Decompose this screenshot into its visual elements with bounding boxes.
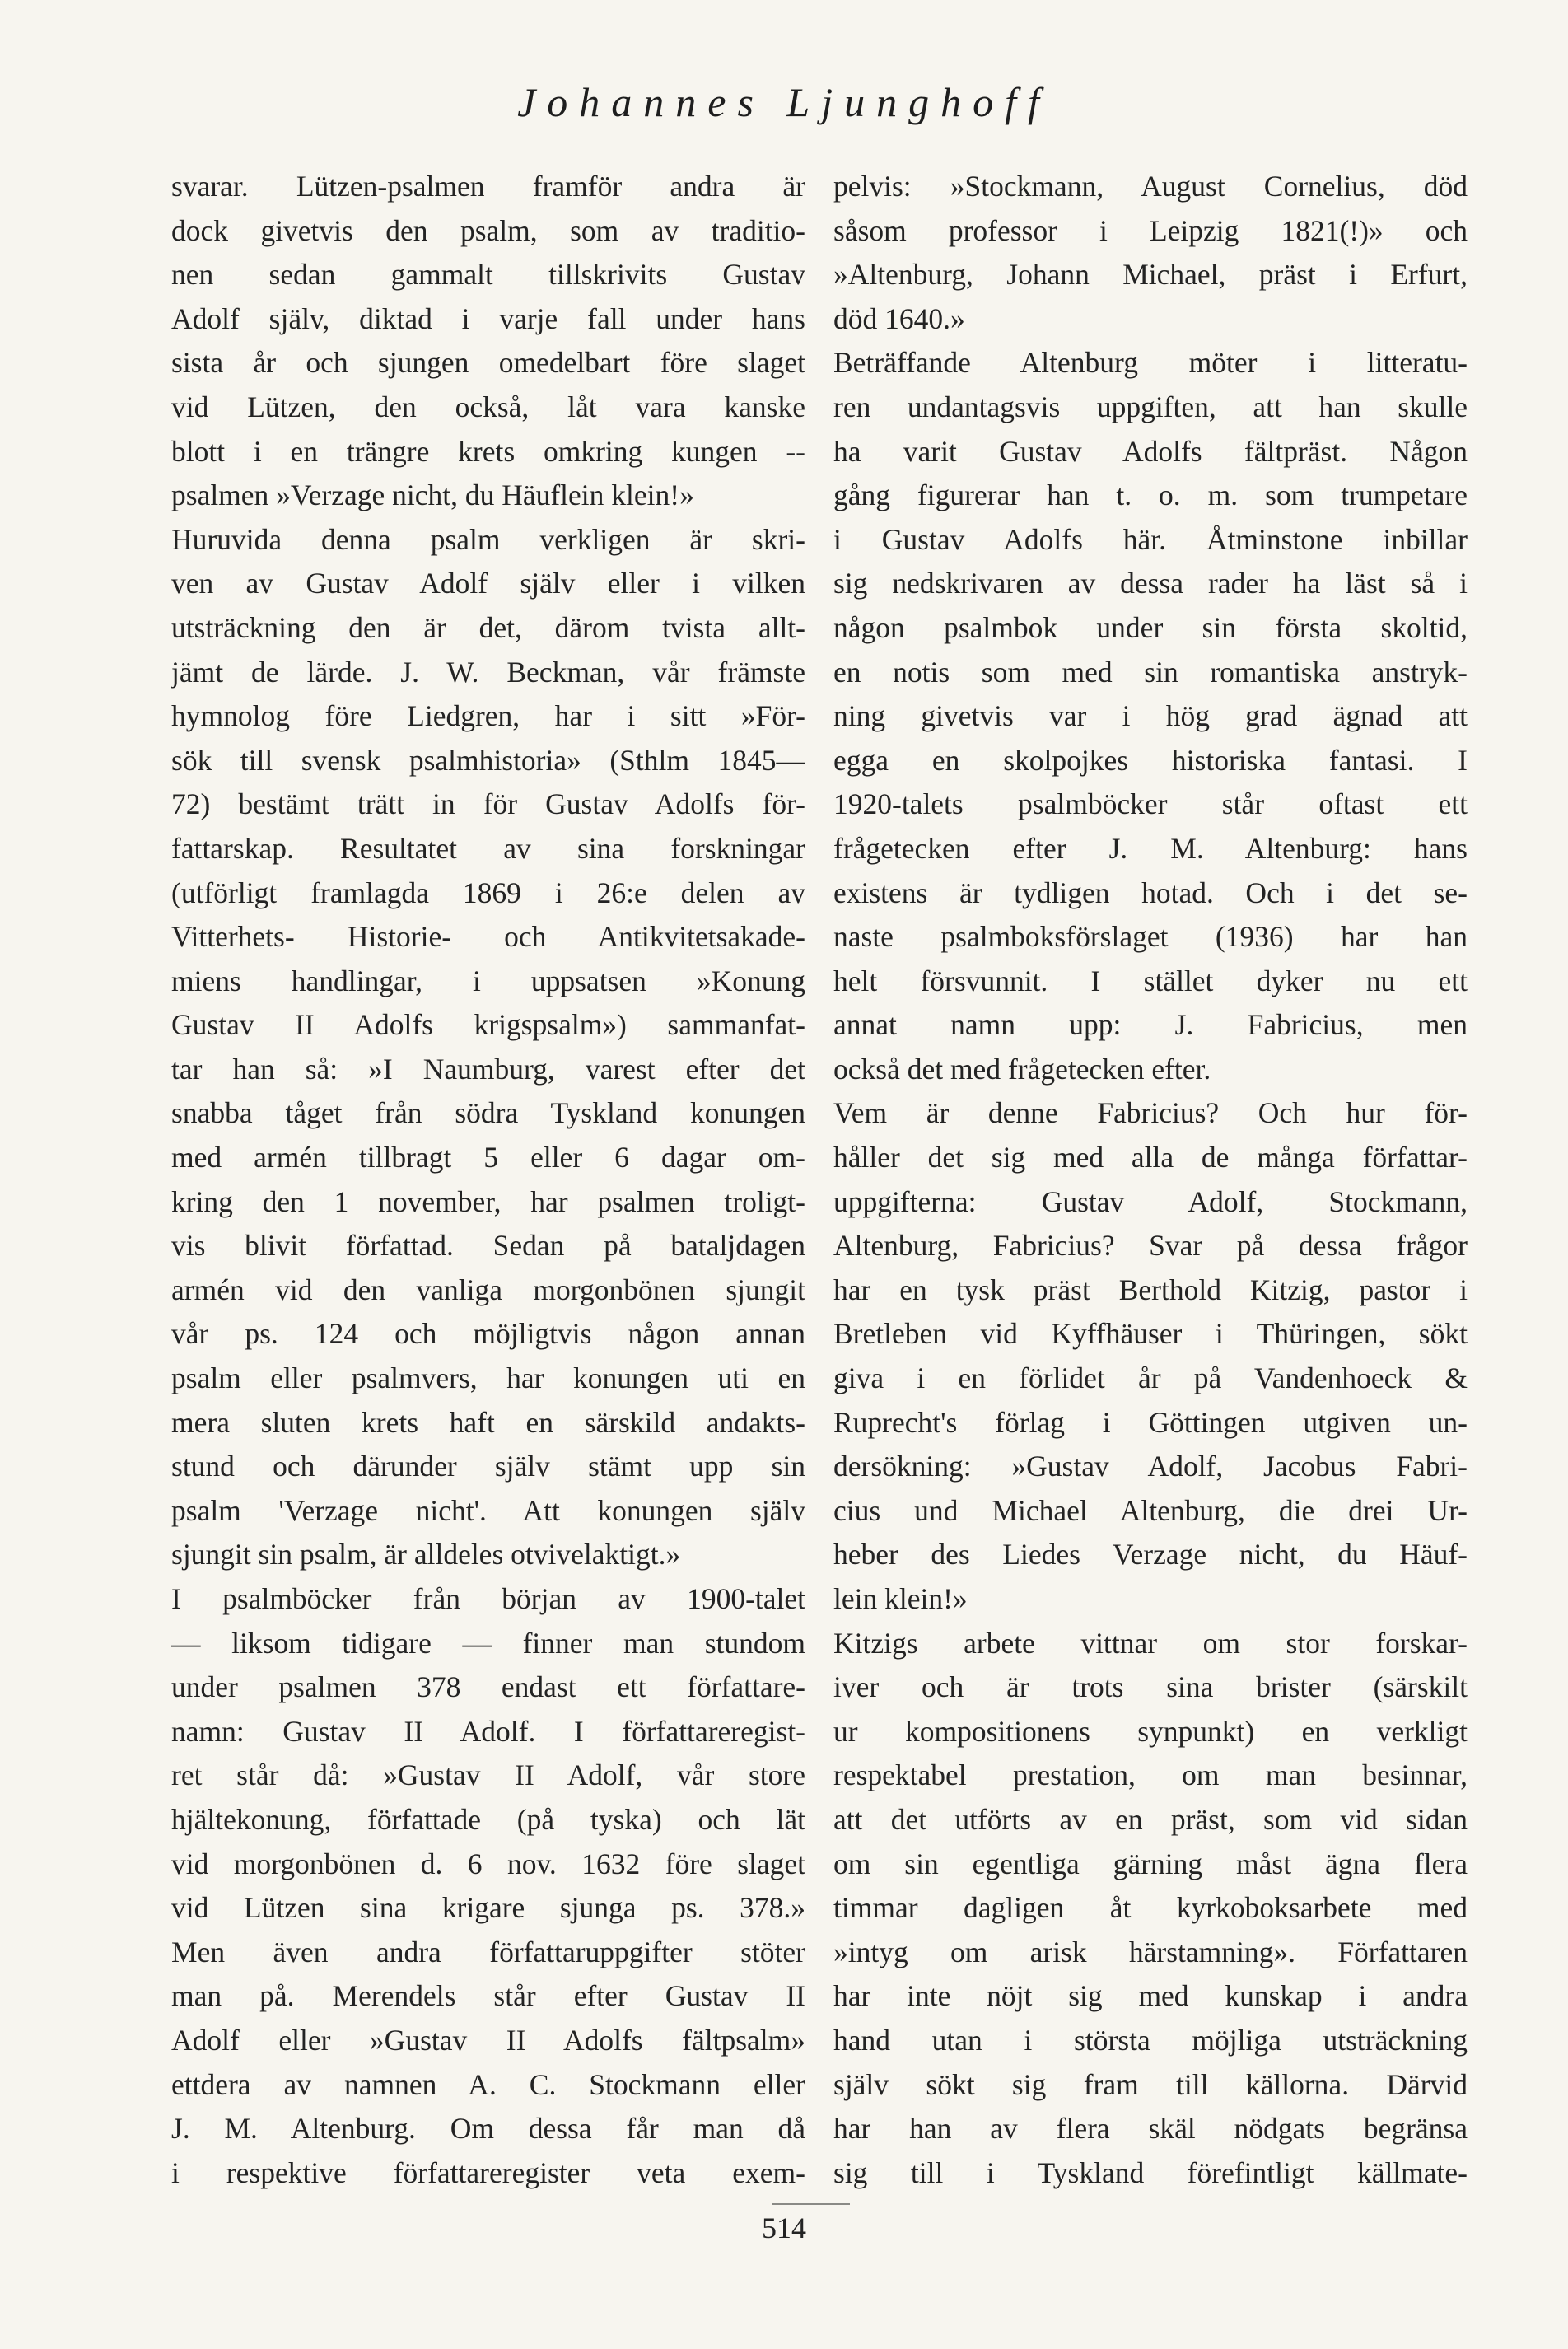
text-line: tar han så: »I Naumburg, varest efter det — [171, 1052, 805, 1086]
text-line: lein klein!» — [833, 1582, 968, 1615]
text-line: sjungit sin psalm, är alldeles otvivelaktigt.» — [171, 1538, 681, 1571]
text-line: Adolf eller »Gustav II Adolfs fältpsalm» — [171, 2023, 805, 2057]
text-line: I psalmböcker från början av 1900-talet — [171, 1582, 805, 1615]
text-line: under psalmen 378 endast ett författare- — [171, 1670, 805, 1704]
text-line: blott i en trängre krets omkring kungen -- — [171, 434, 805, 468]
text-line: Men även andra författaruppgifter stöter — [171, 1935, 805, 1968]
text-line: sig nedskrivaren av dessa rader ha läst så i — [833, 567, 1468, 600]
text-line: Altenburg, Fabricius? Svar på dessa frågor — [833, 1229, 1468, 1263]
text-line: dersökning: »Gustav Adolf, Jacobus Fabri- — [833, 1450, 1468, 1483]
text-line: Vitterhets- Historie- och Antikvitetsakade- — [171, 920, 805, 954]
text-line: vis blivit författad. Sedan på bataljdagen — [171, 1229, 805, 1263]
text-line: — liksom tidigare — finner man stundom — [171, 1626, 805, 1660]
text-line: har en tysk präst Berthold Kitzig, pastor i — [833, 1273, 1468, 1306]
text-line: ettdera av namnen A. C. Stockmann eller — [171, 2067, 805, 2101]
text-line: »Altenburg, Johann Michael, präst i Erfurt, — [833, 258, 1468, 292]
text-line: uppgifterna: Gustav Adolf, Stockmann, — [833, 1184, 1468, 1218]
text-line: såsom professor i Leipzig 1821(!)» och — [833, 213, 1468, 247]
text-line: ur kompositionens synpunkt) en verkligt — [833, 1714, 1468, 1748]
text-line: själv sökt sig fram till källorna. Därvid — [833, 2067, 1468, 2101]
page-number: 514 — [762, 2211, 806, 2244]
text-line: jämt de lärde. J. W. Beckman, vår främste — [171, 655, 805, 689]
text-line: J. M. Altenburg. Om dessa får man då — [171, 2112, 805, 2146]
text-line: Ruprecht's förlag i Göttingen utgiven un- — [833, 1405, 1468, 1439]
text-line: namn: Gustav II Adolf. I författareregist- — [171, 1714, 805, 1748]
text-line: i Gustav Adolfs här. Åtminstone inbillar — [833, 522, 1468, 556]
text-line: respektabel prestation, om man besinnar, — [833, 1758, 1468, 1792]
text-line: i respektive författareregister veta exem- — [171, 2155, 805, 2189]
text-line: annat namn upp: J. Fabricius, men — [833, 1008, 1468, 1042]
text-line: vid morgonbönen d. 6 nov. 1632 före slaget — [171, 1847, 805, 1880]
text-line: armén vid den vanliga morgonbönen sjungit — [171, 1273, 805, 1306]
text-line: fattarskap. Resultatet av sina forskningar — [171, 831, 805, 865]
text-line: frågetecken efter J. M. Altenburg: hans — [833, 831, 1468, 865]
text-line: vid Lützen sina krigare sjunga ps. 378.» — [171, 1891, 805, 1925]
text-line: sig till i Tyskland förefintligt källmate- — [833, 2155, 1468, 2189]
text-line: psalm eller psalmvers, har konungen uti en — [171, 1361, 805, 1395]
text-line: egga en skolpojkes historiska fantasi. I — [833, 743, 1468, 777]
text-line: svarar. Lützen-psalmen framför andra är — [171, 170, 805, 203]
text-line: timmar dagligen åt kyrkoboksarbete med — [833, 1891, 1468, 1925]
text-line: sista år och sjungen omedelbart före slaget — [171, 346, 805, 380]
text-line: håller det sig med alla de många författar- — [833, 1141, 1468, 1174]
text-line: kring den 1 november, har psalmen troligt- — [171, 1184, 805, 1218]
text-line: ning givetvis var i hög grad ägnad att — [833, 699, 1468, 733]
text-line: gång figurerar han t. o. m. som trumpetare — [833, 479, 1468, 512]
text-line: att det utförts av en präst, som vid sidan — [833, 1802, 1468, 1836]
text-line: heber des Liedes Verzage nicht, du Häuf- — [833, 1538, 1468, 1571]
text-line: vår ps. 124 och möjligtvis någon annan — [171, 1317, 805, 1351]
running-head: Johannes Ljunghoff — [517, 79, 1051, 125]
text-line: ven av Gustav Adolf själv eller i vilken — [171, 567, 805, 600]
text-line: 72) bestämt trätt in för Gustav Adolfs för- — [171, 787, 805, 821]
text-line: om sin egentliga gärning måst ägna flera — [833, 1847, 1468, 1880]
text-line: cius und Michael Altenburg, die drei Ur- — [833, 1493, 1468, 1527]
text-line: iver och är trots sina brister (särskilt — [833, 1670, 1468, 1704]
text-line: hand utan i största möjliga utsträckning — [833, 2023, 1468, 2057]
text-line: någon psalmbok under sin första skoltid, — [833, 610, 1468, 644]
text-line: Beträffande Altenburg möter i litteratu- — [833, 346, 1468, 380]
text-line: Bretleben vid Kyffhäuser i Thüringen, sökt — [833, 1317, 1468, 1351]
left-column — [171, 165, 805, 2195]
text-line: existens är tydligen hotad. Och i det se- — [833, 876, 1468, 909]
text-line: också det med frågetecken efter. — [833, 1052, 1211, 1086]
text-line: psalmen »Verzage nicht, du Häuflein klein!» — [171, 479, 694, 512]
text-line: vid Lützen, den också, låt vara kanske — [171, 390, 805, 423]
text-line: naste psalmboksförslaget (1936) har han — [833, 920, 1468, 954]
text-line: Huruvida denna psalm verkligen är skri- — [171, 522, 805, 556]
text-line: har han av flera skäl nödgats begränsa — [833, 2112, 1468, 2146]
text-line: ren undantagsvis uppgiften, att han skulle — [833, 390, 1468, 423]
text-line: Adolf själv, diktad i varje fall under hans — [171, 301, 805, 335]
text-line: miens handlingar, i uppsatsen »Konung — [171, 964, 805, 997]
text-line: snabba tåget från södra Tyskland konungen — [171, 1096, 805, 1130]
text-line: 1920-talets psalmböcker står oftast ett — [833, 787, 1468, 821]
text-line: psalm 'Verzage nicht'. Att konungen själv — [171, 1493, 805, 1527]
text-line: hymnolog före Liedgren, har i sitt »För- — [171, 699, 805, 733]
text-line: Gustav II Adolfs krigspsalm») sammanfat- — [171, 1008, 805, 1042]
right-column — [833, 165, 1468, 2195]
text-line: nen sedan gammalt tillskrivits Gustav — [171, 258, 805, 292]
text-line: sök till svensk psalmhistoria» (Sthlm 1845— — [171, 743, 805, 777]
text-line: pelvis: »Stockmann, August Cornelius, död — [833, 170, 1468, 203]
text-line: hjältekonung, författade (på tyska) och lät — [171, 1802, 805, 1836]
text-line: har inte nöjt sig med kunskap i andra — [833, 1979, 1468, 2013]
text-line: med armén tillbragt 5 eller 6 dagar om- — [171, 1141, 805, 1174]
text-line: utsträckning den är det, därom tvista allt- — [171, 610, 805, 644]
text-line: Vem är denne Fabricius? Och hur för- — [833, 1096, 1468, 1130]
text-line: man på. Merendels står efter Gustav II — [171, 1979, 805, 2013]
text-line: giva i en förlidet år på Vandenhoeck & — [833, 1361, 1468, 1395]
text-line: Kitzigs arbete vittnar om stor forskar- — [833, 1626, 1468, 1660]
text-line: ret står då: »Gustav II Adolf, vår store — [171, 1758, 805, 1792]
text-line: helt försvunnit. I stället dyker nu ett — [833, 964, 1468, 997]
text-line: »intyg om arisk härstamning». Författaren — [833, 1935, 1468, 1968]
text-line: stund och därunder själv stämt upp sin — [171, 1450, 805, 1483]
text-line: en notis som med sin romantiska anstryk- — [833, 655, 1468, 689]
text-line: ha varit Gustav Adolfs fältpräst. Någon — [833, 434, 1468, 468]
text-line: död 1640.» — [833, 301, 965, 335]
text-line: mera sluten krets haft en särskild andakts- — [171, 1405, 805, 1439]
folio-rule — [772, 2203, 850, 2205]
text-line: dock givetvis den psalm, som av traditio- — [171, 213, 805, 247]
text-line: (utförligt framlagda 1869 i 26:e delen av — [171, 876, 805, 909]
